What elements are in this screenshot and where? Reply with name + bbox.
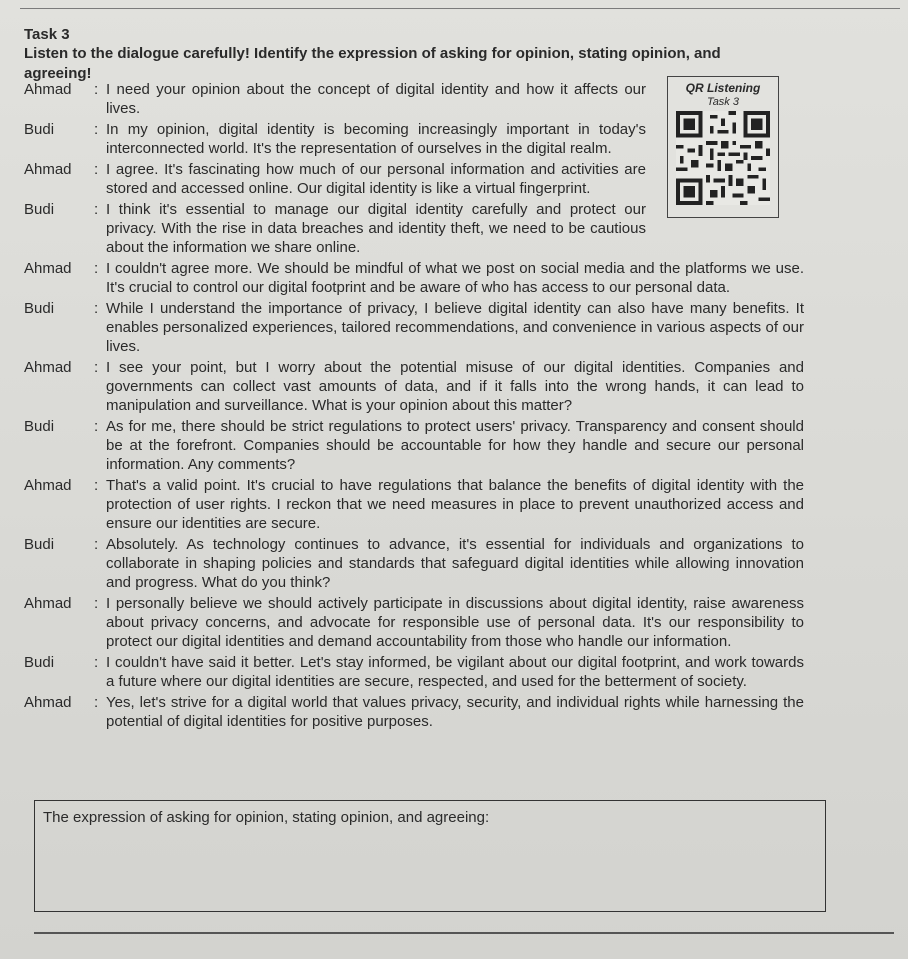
dialogue-turn: Budi : While I understand the importance of privacy, I believe digital identity can also have many benefits. It enables personalized experiences, tailored recommendations, and convenience in various aspects of our lives.	[24, 300, 804, 355]
dialogue-turn: Budi : I think it's essential to manage our digital identity carefully and protect our privacy. With the rise in data breaches and identity theft, we need to be cautious about the information we share online.	[24, 201, 646, 256]
dialogue-turn: Ahmad : That's a valid point. It's crucial to have regulations that balance the benefits of digital identity with the protection of user rights. I reckon that we need measures in place to prevent unauthorized access and ensure our identities are secure.	[24, 477, 804, 532]
dialogue-turn: Ahmad : I couldn't agree more. We should be mindful of what we post on social media and the platforms we use. It's crucial to control our digital footprint and be aware of who has access to our personal data.	[24, 260, 804, 296]
task-number: Task 3	[24, 26, 70, 43]
dialogue-turn: Budi : As for me, there should be strict regulations to protect users' privacy. Transparency and consent should be at the forefront. Companies should be accountable for how they handle and secure our personal information. Any comments?	[24, 418, 804, 473]
utterance: I think it's essential to manage our digital identity carefully and protect our privacy. With the rise in data breaches and identity theft, we need to be cautious about the information we share online.	[106, 201, 646, 256]
answer-label: The expression of asking for opinion, stating opinion, and agreeing:	[43, 809, 490, 826]
utterance: Absolutely. As technology continues to advance, it's essential for individuals and organizations to collaborate in shaping policies and standards that safeguard digital identities while allowing innovation and progress. What do you think?	[106, 536, 804, 591]
dialogue-turn: Ahmad : I personally believe we should actively participate in discussions about digital identity, raise awareness about privacy concerns, and advocate for responsible use of personal data. It's our responsibility to protect our digital identities and demand accountability from those who handle our information.	[24, 595, 804, 650]
utterance: I need your opinion about the concept of digital identity and how it affects our lives.	[106, 81, 646, 117]
dialogue-turn: Ahmad : I need your opinion about the concept of digital identity and how it affects our lives.	[24, 81, 646, 117]
top-rule	[20, 8, 900, 9]
utterance: I see your point, but I worry about the potential misuse of our digital identities. Companies and governments can collect vast amounts of data, and if it falls into the wrong hands, it can lead to manipulation and surveillance. What is your opinion about this matter?	[106, 359, 804, 414]
utterance: That's a valid point. It's crucial to have regulations that balance the benefits of digital identity with the protection of user rights. I reckon that we need measures in place to prevent unauthorized access and ensure our identities are secure.	[106, 477, 804, 532]
speaker-name: Ahmad	[24, 694, 72, 711]
speaker-name: Budi	[24, 536, 55, 553]
speaker-name: Ahmad	[24, 477, 72, 494]
qr-listening-box	[667, 76, 779, 218]
speaker-name: Budi	[24, 121, 55, 138]
speaker-name: Budi	[24, 300, 55, 317]
task-instruction: Listen to the dialogue carefully! Identify the expression of asking for opinion, stating opinion, and agreeing!	[24, 45, 721, 82]
dialogue-turn: Ahmad : Yes, let's strive for a digital world that values privacy, security, and individual rights while harnessing the potential of digital identities for positive purposes.	[24, 694, 804, 730]
dialogue-turn: Budi : In my opinion, digital identity is becoming increasingly important in today's interconnected world. It's the representation of ourselves in the digital realm.	[24, 121, 646, 157]
utterance: In my opinion, digital identity is becoming increasingly important in today's interconnected world. It's the representation of ourselves in the digital realm.	[106, 121, 646, 157]
bottom-rule	[34, 932, 894, 934]
utterance: I personally believe we should actively participate in discussions about digital identity, raise awareness about privacy concerns, and advocate for responsible use of personal data. It's our responsibility to protect our digital identities and demand accountability from those who handle our information.	[106, 595, 804, 650]
dialogue-turn: Budi : Absolutely. As technology continues to advance, it's essential for individuals and organizations to collaborate in shaping policies and standards that safeguard digital identities while allowing innovation and progress. What do you think?	[24, 536, 804, 591]
speaker-name: Budi	[24, 654, 55, 671]
speaker-name: Ahmad	[24, 359, 72, 376]
dialogue-turn: Ahmad : I see your point, but I worry about the potential misuse of our digital identities. Companies and governments can collect vast amounts of data, and if it falls into the wrong hands, it can lead to manipulation and surveillance. What is your opinion about this matter?	[24, 359, 804, 414]
utterance: I agree. It's fascinating how much of our personal information and activities are stored and accessed online. Our digital identity is like a virtual fingerprint.	[106, 161, 646, 197]
utterance: While I understand the importance of privacy, I believe digital identity can also have many benefits. It enables personalized experiences, tailored recommendations, and convenience in various aspects of our lives.	[106, 300, 804, 355]
utterance: I couldn't have said it better. Let's stay informed, be vigilant about our digital footprint, and work towards a future where our digital identities are secure, respected, and used for the betterment of society.	[106, 654, 804, 690]
qr-title: QR Listening	[685, 81, 761, 95]
answer-box[interactable]	[34, 800, 826, 912]
speaker-name: Ahmad	[24, 81, 72, 98]
speaker-name: Ahmad	[24, 260, 72, 277]
dialogue-turn: Budi : I couldn't have said it better. Let's stay informed, be vigilant about our digital footprint, and work towards a future where our digital identities are secure, respected, and used for the betterment of society.	[24, 654, 804, 690]
speaker-name: Budi	[24, 418, 55, 435]
dialogue-turn: Ahmad : I agree. It's fascinating how much of our personal information and activities are stored and accessed online. Our digital identity is like a virtual fingerprint.	[24, 161, 646, 197]
utterance: I couldn't agree more. We should be mindful of what we post on social media and the platforms we use. It's crucial to control our digital footprint and be aware of who has access to our personal data.	[106, 260, 804, 296]
speaker-name: Ahmad	[24, 595, 72, 612]
speaker-name: Ahmad	[24, 161, 72, 178]
qr-code-icon[interactable]	[676, 111, 770, 205]
utterance: As for me, there should be strict regulations to protect users' privacy. Transparency and consent should be at the forefront. Companies should be accountable for how they handle and secure our personal information. Any comments?	[106, 418, 804, 473]
speaker-name: Budi	[24, 201, 55, 218]
utterance: Yes, let's strive for a digital world that values privacy, security, and individual rights while harnessing the potential of digital identities for positive purposes.	[106, 694, 804, 730]
qr-subtitle: Task 3	[706, 96, 739, 108]
